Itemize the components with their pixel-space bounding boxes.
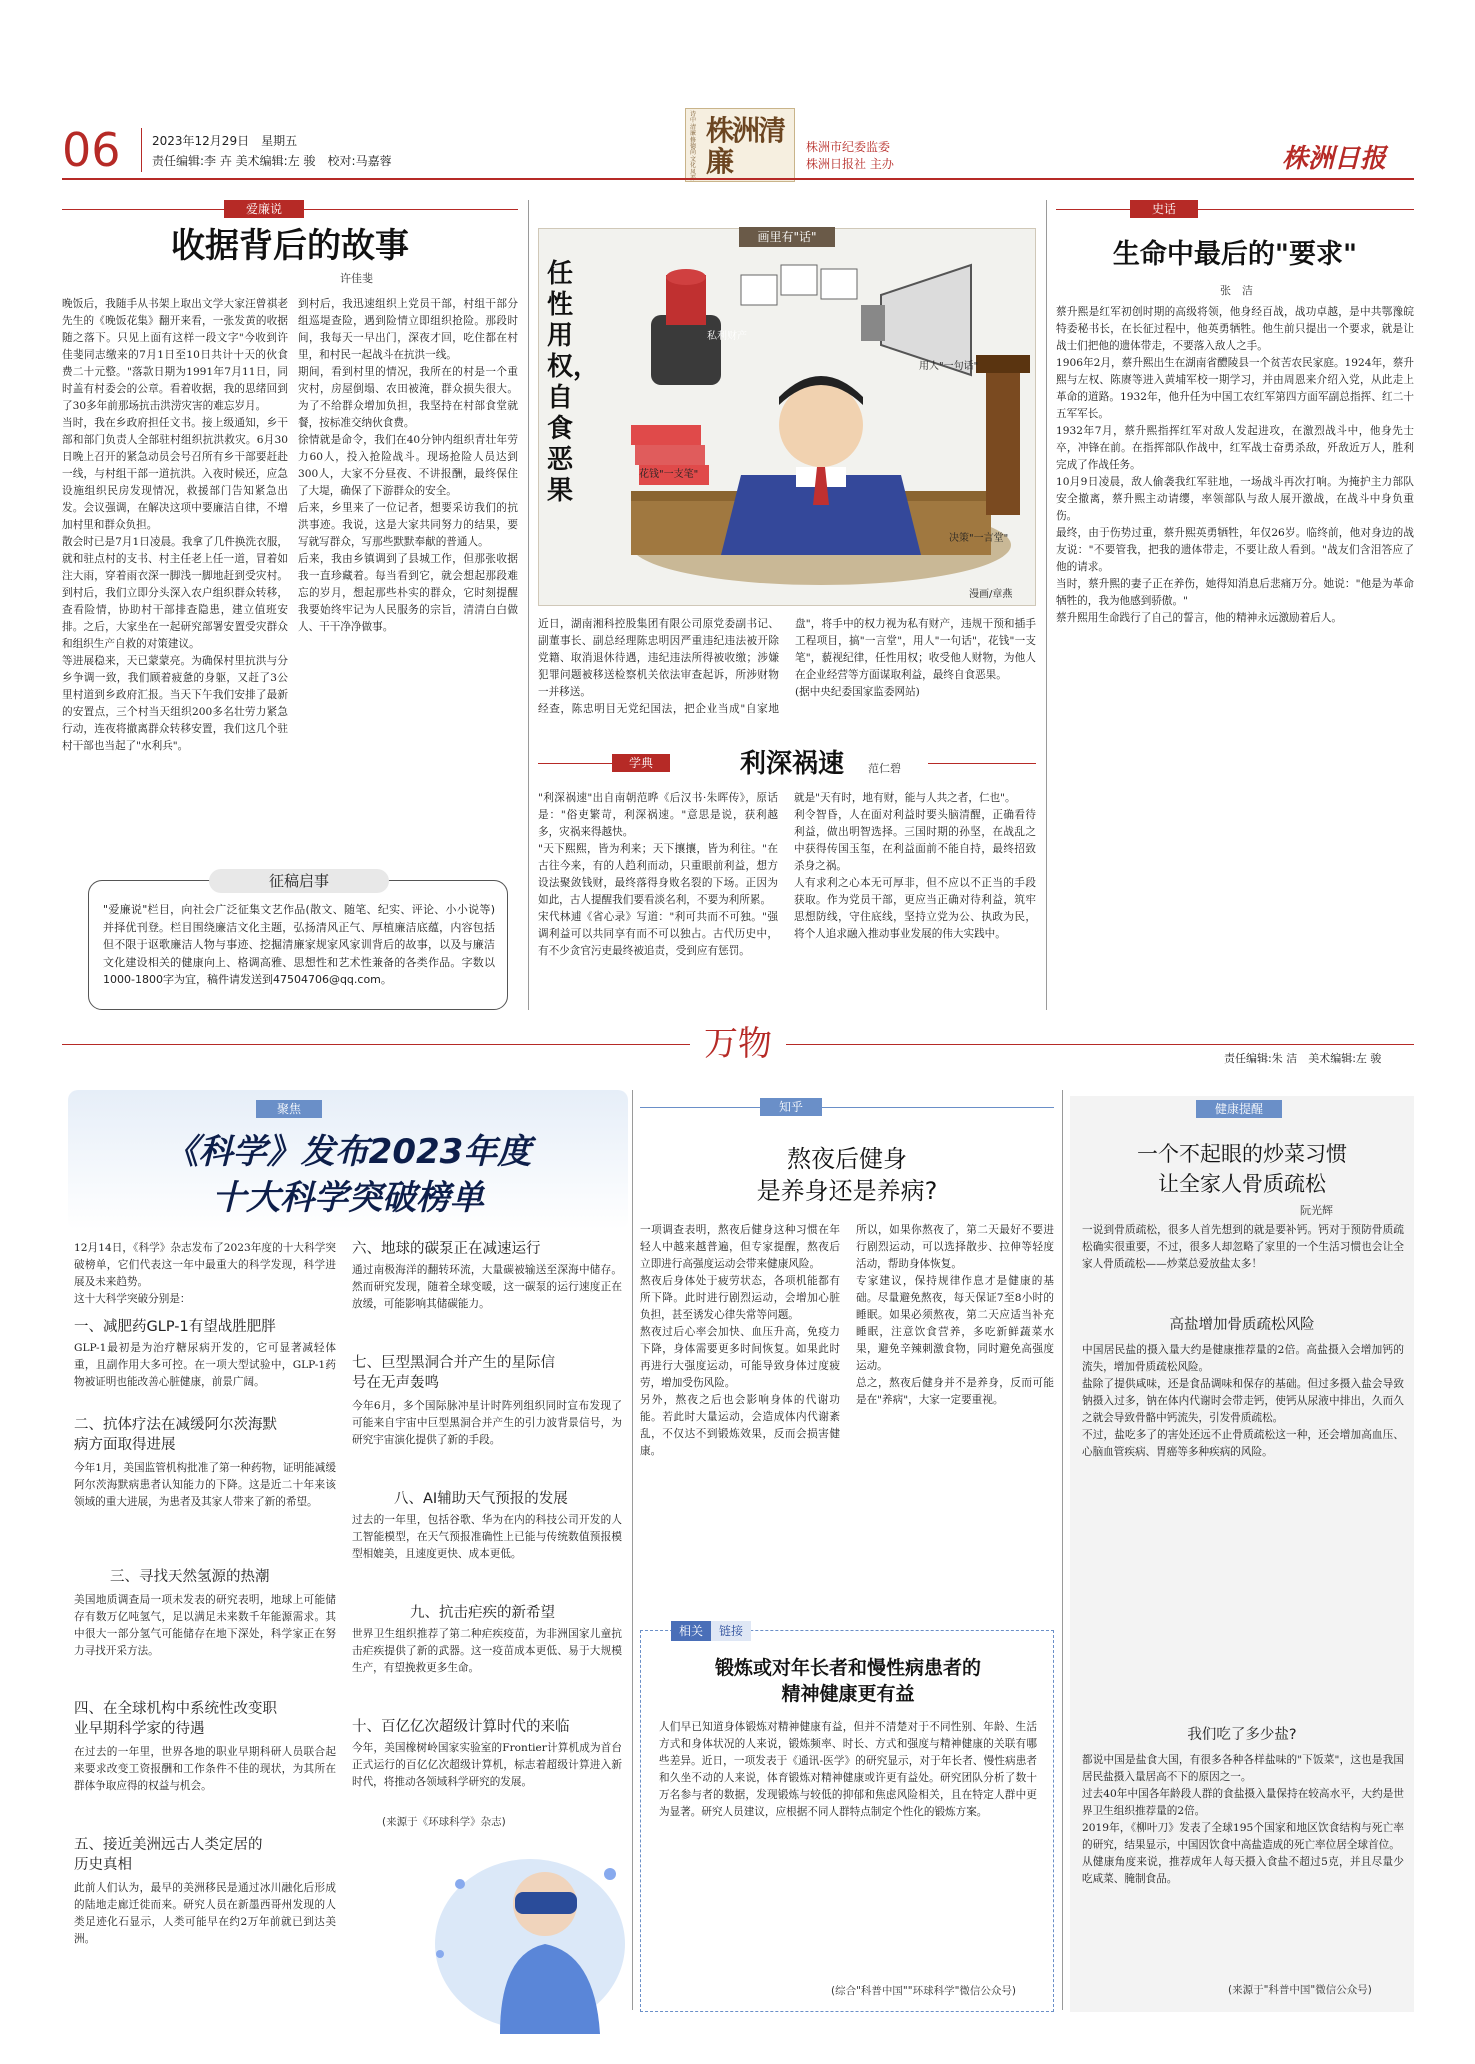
science-para-9: 世界卫生组织推荐了第二种疟疾疫苗，为非洲国家儿童抗击疟疾提供了新的武器。这一疫苗成本更低、易于大规模生产，有望挽救更多生命。 [352, 1628, 622, 1674]
science-subhead-4a: 四、在全球机构中系统性改变职 [74, 1701, 277, 1717]
newspaper-logo: 株洲日报 [1282, 144, 1387, 174]
column-seal [685, 108, 795, 182]
article-title: 生命中最后的"要求" [1112, 239, 1358, 270]
science-para-5: 此前人们认为，最早的美洲移民是通过冰川融化后形成的陆地走廊迁徙而来。研究人员在新墨西哥州发现的人类足迹化石显示，人类可能早在约2万年前就已到达美洲。 [74, 1882, 336, 1945]
science-para-4: 在过去的一年里，世界各地的职业早期科研人员联合起来要求改变工资报酬和工作条件不佳的现状，为其所在群体争取应得的权益与机会。 [74, 1746, 336, 1792]
science-subhead-2b: 病方面取得进展 [74, 1437, 176, 1453]
header-date: 2023年12月29日 星期五 [152, 134, 298, 148]
science-intro: 12月14日，《科学》杂志发布了2023年度的十大科学突破榜单，它们代表这一年中最重大的科学发现，科学进展及未来趋势。 这十大科学突破分别是： [74, 1242, 336, 1305]
article-author: 阮光辉 [1300, 1204, 1333, 1217]
comic-article-body: 近日，湖南湘科控股集团有限公司原党委副书记、副董事长、副总经理陈忠明因严重违纪违法被开除党籍、取消退休待遇，违纪违法所得被收缴；涉嫌犯罪问题被移送检察机关依法审查起诉，所涉财物一并移送。 经查，陈忠明目无党纪国法，把企业当成"自家地盘"，将手中的权力视为私有财产，违规干预和插手工程项目，搞"一言堂"，用人"一句话"，花钱"一支笔"，藐视纪律，任性用权；收受他人财物，为他人在企业经营等方面谋取利益，最终自食恶果。 (据中央纪委国家监委网站) [538, 618, 1036, 715]
science-subhead-7b: 号在无声轰鸣 [352, 1375, 439, 1391]
science-para-7: 今年6月，多个国际脉冲星计时阵列组织同时宣布发现了可能来自宇宙中巨型黑洞合并产生的引力波背景信号，为研究宇宙演化提供了新的手段。 [352, 1400, 622, 1446]
science-para-2: 今年1月，美国监管机构批准了第一种药物，证明能减缓阿尔茨海默病患者认知能力的下降。这是近二十年来该领域的重大进展，为患者及其家人带来了新的希望。 [74, 1462, 336, 1508]
science-subhead-7a: 七、巨型黑洞合并产生的星际信 [352, 1355, 555, 1371]
science-subhead-2a: 二、抗体疗法在减缓阿尔茨海默 [74, 1417, 277, 1433]
related-tag-1: 相关 [671, 1621, 711, 1641]
science-subhead-3: 三、寻找天然氢源的热潮 [110, 1569, 270, 1585]
science-para-8: 过去的一年里，包括谷歌、华为在内的科技公司开发的人工智能模型，在天气预报准确性上已能与传统数值预报模型相媲美，且速度更快、成本更低。 [352, 1514, 622, 1560]
tag-rule [62, 209, 224, 210]
tag-rule [640, 1107, 760, 1108]
health-para-1: 中国居民盐的摄入量大约是健康推荐量的2倍。高盐摄入会增加钙的流失，增加骨质疏松风险。 盐除了提供咸味，还是食品调味和保存的基础。但过多摄入盐会导致钠摄入过多，钠在体内代谢时会带走钙，使钙从尿液中排出，久而久之就会导致骨骼中钙流失，引发骨质疏松。 不过，盐吃多了的害处还远不止骨质疏松这一种，还会增加高血压、心脑血管疾病、胃癌等多种疾病的风险。 [1082, 1344, 1404, 1458]
section-tag-ailian: 爱廉说 [224, 200, 304, 218]
header-editors: 责任编辑:李 卉 美术编辑:左 骏 校对:马嘉蓉 [152, 154, 392, 168]
science-subhead-6: 六、地球的碳泵正在减速运行 [352, 1241, 541, 1257]
comic-label: 画里有"话" [739, 227, 835, 247]
article-author: 范仁碧 [868, 762, 901, 775]
related-body: 人们早已知道身体锻炼对精神健康有益，但并不清楚对于不同性别、年龄、生活方式和身体状况的人来说，锻炼频率、时长、方式和强度与精神健康的关联有哪些差异。近日，一项发表于《通讯-医学》的研究显示，对于年长者、慢性病患者和久坐不动的人来说，体育锻炼对精神健康或许更有益处。研究团队分析了数十万名参与者的数据，发现锻炼与较低的抑郁和焦虑风险相关，且在特定人群中更为显著。研究人员建议，应根据不同人群特点制定个性化的锻炼方案。 [659, 1721, 1037, 1818]
health-subhead-2: 我们吃了多少盐? [1187, 1727, 1297, 1743]
science-subhead-9: 九、抗击疟疾的新希望 [410, 1605, 555, 1621]
page-number: 06 [62, 123, 121, 177]
column-divider [632, 1090, 633, 2010]
science-subhead-5b: 历史真相 [74, 1857, 132, 1873]
comic-caption-2: 用人"一句话" [919, 361, 979, 372]
comic-illustration [591, 255, 1031, 595]
science-para-6: 通过南极海洋的翻转环流，大量碳被输送至深海中储存。然而研究发现，随着全球变暖，这一碳泵的运行速度正在放缓，可能影响其储碳能力。 [352, 1264, 622, 1310]
column-divider [528, 200, 529, 1010]
section-tag-shihua: 史话 [1130, 200, 1198, 218]
tag-rule [822, 1107, 1054, 1108]
notice-body: "爱廉说"栏目，向社会广泛征集文艺作品(散文、随笔、纪实、评论、小小说等)并择优刊登。栏目围绕廉洁文化主题，弘扬清风正气、厚植廉洁底蕴，内容包括但不限于讴歌廉洁人物与事迹、挖掘清廉家规家风家训背后的故事，以及与廉洁文化建设相关的健康向上、格调高雅、思想性和艺术性兼备的各类作品。字数以1000-1800字为宜，稿件请发送到47504706@qq.com。 [103, 903, 495, 986]
health-intro: 一说到骨质疏松，很多人首先想到的就是要补钙。钙对于预防骨质疏松确实很重要，不过，很多人却忽略了家里的一个生活习惯也会让全家人骨质疏松——炒菜总爱放盐太多！ [1082, 1224, 1404, 1270]
article-body-col2: 所以，如果你熬夜了，第二天最好不要进行剧烈运动，可以选择散步、拉伸等轻度活动，帮助身体恢复。 专家建议，保持规律作息才是健康的基础。尽量避免熬夜，每天保证7至8小时的睡眠。如果必须熬夜，第二天应适当补充睡眠，注意饮食营养，多吃新鲜蔬菜水果，避免辛辣刺激食物，同时避免高强度运动。 总之，熬夜后健身并不是养身，反而可能是在"养病"，大家一定要重视。 [856, 1224, 1054, 1406]
sponsor-1: 株洲市纪委监委 [806, 140, 891, 154]
article-title-line2: 是养身还是养病? [756, 1177, 938, 1205]
science-subhead-4b: 业早期科学家的待遇 [74, 1721, 205, 1737]
science-subhead-8: 八、AI辅助天气预报的发展 [394, 1491, 568, 1507]
tag-rule [928, 763, 1036, 764]
column-vertical-text: 诗 中 清 廉 修 德 尚 文 化 风 [690, 111, 697, 176]
science-para-1: GLP-1最初是为治疗糖尿病开发的，它可显著减轻体重，且副作用大多可控。在一项大型试验中，GLP-1药物被证明也能改善心脏健康，前景广阔。 [74, 1342, 336, 1388]
article-body: 蔡升熙是红军初创时期的高级将领，他身经百战，战功卓越，是中共鄂豫皖特委秘书长，在长征过程中，他英勇牺牲。他生前只提出一个要求，就是让战士们把他的遗体带走，不要落入敌人之手。 1906年2月，蔡升熙出生在湖南省醴陵县一个贫苦农民家庭。1924年，蔡升熙与左权、陈赓等进入黄埔军校一期学习，并由周恩来介绍入党，从此走上革命的道路。1932年，他升任为中国工农红军第四方面军副总指挥、红二十五军军长。 1932年7月，蔡升熙指挥红军对敌人发起进攻，在激烈战斗中，他身先士卒，冲锋在前。在指挥部队作战中，红军战士奋勇杀敌，歼敌近万人，胜利完成了作战任务。 10月9日凌晨，敌人偷袭我红军驻地，一场战斗再次打响。为掩护主力部队安全撤离，蔡升熙主动请缨，率领部队与敌人展开激战，在战斗中身负重伤。 最终，由于伤势过重，蔡升熙英勇牺牲，年仅26岁。临终前，他对身边的战友说："不要管我，把我的遗体带走，不要让敌人看到。"战友们含泪答应了他的请求。 当时，蔡升熙的妻子正在养伤，她得知消息后悲痛万分。她说："他是为革命牺牲的，我为他感到骄傲。" 蔡升熙用生命践行了自己的誓言，他的精神永远激励着后人。 [1056, 306, 1414, 624]
health-credit: (来源于"科普中国"微信公众号) [1228, 1984, 1372, 1996]
article-title-line2: 让全家人骨质疏松 [1158, 1172, 1326, 1196]
science-subhead-5a: 五、接近美洲远古人类定居的 [74, 1837, 263, 1853]
section-tag-zhihu: 知乎 [760, 1098, 822, 1116]
tag-rule [304, 209, 518, 210]
article-body-col1: 晚饭后，我随手从书架上取出文学大家汪曾祺老先生的《晚饭花集》翻开来看，一张发黄的收据随之落下。只见上面有这样一段文字"今收到许佳斐同志缴来的7月1日至10日共计十天的伙食费二十元整。"落款日期为1991年7月11日，同时盖有村委会的公章。看着收据，我的思绪回到了30多年前那场抗击洪涝灾害的难忘岁月。 当时，我在乡政府担任文书。接上级通知，乡干部和部门负责人全部驻村组织抗洪救灾。6月30日晚上召开的紧急动员会号召所有乡干部要赶赴一线，与村组干部一道抗洪。入夜时候还，应急设施组织民房发现情况，救援部门告知紧急出发。会议强调，在解决这项中要廉洁自律，不增加村里和群众负担。 散会时已是7月1日凌晨。我拿了几件换洗衣服，就和驻点村的支书、村主任老上任一道，冒着如注大雨，穿着雨衣深一脚浅一脚地赶到受灾村。到村后，我们立即分头深入农户组织群众转移，查看险情，协助村干部排查隐患，建立值班安排。之后，大家坐在一起研究部署安置受灾群众和组织生产自救的对策建议。 等进展稳来，天已蒙蒙亮。为确保村里抗洪与分乡争调一致，我们顾着疲惫的身躯，又赶了3公里村道到乡政府汇报。当天下午我们安排了最新的安置点，三个村当天组织200多名壮劳力紧急行动，连夜将撤离群众转移安置，我们这几个驻村干部也当起了"水利兵"。 [62, 298, 288, 752]
related-box [640, 1624, 1054, 2012]
comic-caption-1: 私利财产 [707, 331, 747, 342]
section-tag-xuedian: 学典 [612, 754, 670, 772]
column-name-art: 株洲清廉 [706, 114, 785, 178]
related-title-line1: 锻炼或对年长者和慢性病患者的 [714, 1657, 981, 1679]
health-subhead-1: 高盐增加骨质疏松风险 [1169, 1317, 1315, 1333]
science-para-3: 美国地质调查局一项未发表的研究表明，地球上可能储存有数万亿吨氢气，足以满足未来数千年能源需求。其中很大一部分氢气可能储存在地下深处，科学家正在努力寻找开采方法。 [74, 1594, 336, 1657]
comic-caption-3: 花钱"一支笔" [639, 469, 699, 480]
tag-rule [538, 763, 612, 764]
comic-credit: 漫画/章燕 [969, 589, 1013, 600]
article-title-line1: 《科学》发布2023年度 [164, 1132, 532, 1172]
science-credit: (来源于《环球科学》杂志) [382, 1816, 506, 1828]
notice-box [88, 872, 508, 1010]
related-title-line2: 精神健康更有益 [781, 1683, 915, 1705]
section-tag-jujiao: 聚焦 [256, 1100, 322, 1118]
sponsor-2: 株洲日报社 主办 [806, 157, 894, 171]
band-title: 万物 [690, 1022, 786, 1066]
related-tag-2: 链接 [711, 1621, 751, 1641]
header-rule [62, 178, 1414, 180]
article-title-line2: 十大科学突破榜单 [212, 1178, 484, 1218]
comic-caption-4: 决策"一言堂" [949, 533, 1009, 544]
header-divider [141, 128, 142, 172]
notice-heading: 征稿启事 [209, 869, 389, 893]
article-title-line1: 熬夜后健身 [787, 1145, 907, 1173]
related-credit: (综合"科普中国""环球科学"微信公众号) [831, 1985, 1017, 1997]
comic-title: 任性用权，自食恶果 [547, 259, 600, 506]
science-subhead-10: 十、百亿亿次超级计算时代的来临 [352, 1719, 570, 1735]
tag-rule [1056, 209, 1130, 210]
article-body-col1: 一项调查表明，熬夜后健身这种习惯在年轻人中越来越普遍，但专家提醒，熬夜后立即进行高强度运动会带来健康风险。 熬夜后身体处于疲劳状态，各项机能都有所下降。此时进行剧烈运动，会增加心脏负担，甚至诱发心律失常等问题。 熬夜过后心率会加快、血压升高，免疫力下降，身体需要更多时间恢复。如果此时再进行大强度运动，可能导致身体过度疲劳，增加受伤风险。 另外，熬夜之后也会影响身体的代谢功能。若此时大量运动，会造成体内代谢紊乱，不仅达不到锻炼效果，反而会损害健康。 [640, 1224, 840, 1457]
article-author: 张 洁 [1220, 284, 1253, 297]
article-title-line1: 一个不起眼的炒菜习惯 [1137, 1142, 1347, 1166]
section-tag-jiankang: 健康提醒 [1196, 1100, 1282, 1118]
vr-illustration [400, 1834, 630, 2034]
tag-rule [1198, 209, 1414, 210]
column-divider [1062, 1090, 1063, 2010]
band-editors: 责任编辑:朱 洁 美术编辑:左 骏 [1224, 1052, 1382, 1065]
column-divider [1046, 200, 1047, 1010]
article-body-col2: 就是"天有时，地有财，能与人共之者，仁也"。 利令智昏，人在面对利益时要头脑清醒，正确看待利益，做出明智选择。三国时期的孙坚，在战乱之中获得传国玉玺，在利益面前不能自持，最终招致杀身之祸。 人有求利之心本无可厚非，但不应以不正当的手段获取。作为党员干部，更应当正确对待利益，筑牢思想防线，守住底线，坚持立党为公、执政为民，将个人追求融入推动事业发展的伟大实践中。 [794, 792, 1036, 940]
article-title: 利深祸速 [740, 749, 845, 779]
article-author: 许佳斐 [340, 272, 373, 285]
health-para-2: 都说中国是盐食大国，有很多各种各样盐味的"下饭菜"，这也是我国居民盐摄入量居高不下的原因之一。 过去40年中国各年龄段人群的食盐摄入量保持在较高水平，大约是世界卫生组织推荐量的2倍。 2019年，《柳叶刀》发表了全球195个国家和地区饮食结构与死亡率的研究，结果显示，中国因饮食中高盐造成的死亡率位居全球首位。 从健康角度来说，推荐成年人每天摄入食盐不超过5克，并且尽量少吃咸菜、腌制食品。 [1082, 1754, 1404, 1885]
science-subhead-1: 一、减肥药GLP-1有望战胜肥胖 [74, 1319, 276, 1335]
article-body-col1: "利深祸速"出自南朝范晔《后汉书·朱晖传》，原话是："俗吏繁苛，利深祸速。"意思是说，获利越多，灾祸来得越快。 "天下熙熙，皆为利来；天下攘攘，皆为利往。"在古往今来，有的人趋利而动，只重眼前利益，想方设法聚敛钱财，最终落得身败名裂的下场。正因为如此，古人提醒我们要看淡名利，不要为利所累。 宋代林逋《省心录》写道："利可共而不可独。"强调利益可以共同享有而不可以独占。古代历史中，有不少贪官污吏最终被追责，受到应有惩罚。 [538, 792, 778, 957]
science-para-10: 今年，美国橡树岭国家实验室的Frontier计算机成为首台正式运行的百亿亿次超级计算机，标志着超级计算进入新时代，将推动各领域科学研究的发展。 [352, 1742, 622, 1788]
article-body-col2: 到村后，我迅速组织上党员干部，村组干部分组巡堤查险，遇到险情立即组织抢险。那段时间，我每天一早出门，深夜才回，吃住都在村里，和村民一起战斗在抗洪一线。 期间，看到村里的情况，我所在的村是一个重灾村，房屋倒塌、农田被淹，群众损失很大。为了不给群众增加负担，我坚持在村部食堂就餐，按标准交纳伙食费。 徐情就是命令，我们在40分钟内组织青壮年劳力60人，投入抢险战斗。现场抢险人员达到300人，大家不分昼夜、不讲报酬，最终保住了大堤，确保了下游群众的安全。 后来，乡里来了一位记者，想要采访我们的抗洪事迹。我说，这是大家共同努力的结果，要写就写群众，写那些默默奉献的普通人。 后来，我由乡镇调到了县城工作，但那张收据我一直珍藏着。每当看到它，就会想起那段难忘的岁月，想起那些朴实的群众，它时刻提醒我要始终牢记为人民服务的宗旨，清清白白做人、干干净净做事。 [298, 298, 518, 633]
comic-frame [538, 228, 1036, 606]
article-title: 收据背后的故事 [171, 226, 409, 266]
